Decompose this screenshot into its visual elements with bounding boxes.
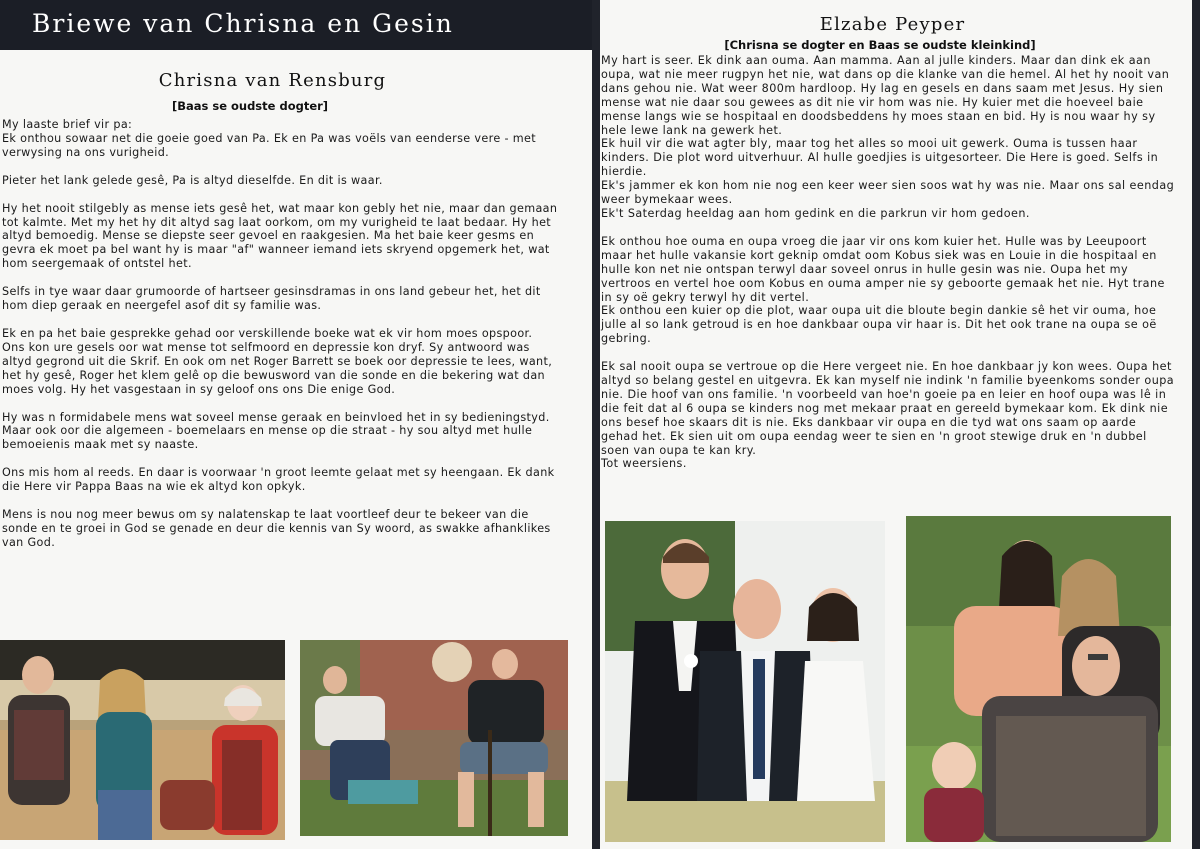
left-paragraph: Selfs in tye waar daar grumoorde of hartseer gesinsdramas in ons land gebeur het, het dit hom diep geraak en neergefel asof dit sy familie was. <box>2 285 541 313</box>
right-paragraph: Ek's jammer ek kon hom nie nog een keer weer sien soos wat hy was nie. Maar ons sal eendag weer bymekaar wees. <box>601 179 1175 207</box>
left-paragraph: Ons mis hom al reeds. En daar is voorwaar 'n groot leemte gelaat met sy heengaan. Ek dank die Here vir Pappa Baas na wie ek altyd kon opkyk. <box>2 466 555 494</box>
right-paragraph: Ek't Saterdag heeldag aan hom gedink en die parkrun vir hom gedoen. <box>601 206 1030 220</box>
left-paragraph: Mens is nou nog meer bewus om sy nalatenskap te laat voortleef deur te bekeer van die sonde en te groei in God se genade en deur die kennis van Sy woord, as swakke afhanklikes van God. <box>2 508 551 549</box>
left-paragraph: My laaste brief vir pa: <box>2 118 133 131</box>
page-edge <box>1192 0 1200 849</box>
family-couch-photo <box>0 640 285 840</box>
left-paragraph: Ek onthou sowaar net die goeie goed van Pa. Ek en Pa was voëls van eenderse vere - met verwysing na ons vurigheid. <box>2 131 536 159</box>
right-heading: Elzabe Peyper <box>819 14 966 35</box>
book-spine <box>592 0 600 849</box>
right-paragraph: Ek huil vir die wat agter bly, maar tog het alles so mooi uit gewerk. Ouma is tussen haar kinders. Die plot word uitverhuur. Al hulle goedjies is uitgesorteer. Die Here is goed. Selfs in hierdie. <box>601 137 1159 179</box>
right-paragraph: Ek sal nooit oupa se vertroue op die Here vergeet nie. En hoe dankbaar jy kon wees. Oupa het altyd so belang gestel en uitgevra. Ek kan myself nie indink 'n familie byeenkoms sonder oupa nie. Die hoof van ons familie. 'n voorbeeld van hoe'n goeie pa en leier en hoof oupa was lê in die feit dat al 6 oupa se kinders nog met mekaar praat en gereeld bymekaar kom. Ek dink nie ons besef hoe skaars dit is nie. Eks dankbaar vir oupa en die tyd wat ons saam op aarde gehad het. Ek sien uit om oupa eendag weer te sien en 'n groot stewige druk en 'n dubbel soen van oupa te kan kry. <box>601 360 1175 457</box>
left-subheading: [Baas se oudste dogter] <box>171 99 329 113</box>
right-page <box>600 0 1192 849</box>
right-subheading: [Chrisna se dogter en Baas se oudste kleinkind] <box>724 38 1036 52</box>
left-page <box>0 0 592 849</box>
family-outdoor-photo <box>906 516 1171 842</box>
left-paragraph: Ek en pa het baie gesprekke gehad oor verskillende boeke wat ek vir hom moes opspoor. Ons kon ure gesels oor wat mense tot selfmoord en depressie kon dryf. Sy antwoord was altyd gegrond uit die Skrif. En ook om net Roger Barrett se boek oor depressie te lees, want, het hy gesê, Roger het klem gelê op die bewusword van die sonde en die bekering wat dan moes volg. Hy het vasgestaan in sy geloof ons ons Die enige God. <box>2 326 553 396</box>
right-letter-body <box>601 54 1177 471</box>
right-paragraph: Ek onthou hoe ouma en oupa vroeg die jaar vir ons kom kuier het. Hulle was by Leeupoort maar het hulle vakansie kort geknip omdat oom Kobus siek was en Louie in die hospitaal en hulle kon net nie ontspan terwyl daar soveel onrus in hulle gesin was nie. Oupa het my vertroos en vertel hoe oom Kobus en ouma amper nie sy geboorte gemaak het nie. Hyt trane in sy oë gekry terwyl hy dit vertel. <box>601 234 1165 304</box>
left-paragraph: Hy het nooit stilgebly as mense iets gesê het, wat maar kon gebly het nie, maar dan gemaan tot kalmte. Met my het hy dit altyd sag laat oorkom, om my vurigheid te laat bedaar. Hy het altyd bemoedig. Mense se diepste seer gevoel en raakgesien. Ma het baie keer gesms en gevra ek moet pa bel want hy is maar "af" wanneer iemand iets skryend opgemerk het, wat hom seergemaak of ontstel het. <box>2 201 558 271</box>
right-paragraph: My hart is seer. Ek dink aan ouma. Aan mamma. Aan al julle kinders. Maar dan dink ek aan oupa, wat nie meer rugpyn het nie, wat dans op die klanke van die hemel. Al het hy nooit van dans gehou nie. Wat weer 800m hardloop. Hy lag en gesels en dans saam met Jesus. Hy sien mense wat nie daar sou gewees as dit nie vir hom was nie. Hy kuier met die hoeveel baie mense langs wie se hospitaal en doodsbeddens hy moes staan en bid. Hy is nou waar hy sy hele lewe lank na gewerk het. <box>601 54 1170 137</box>
left-letter-body <box>2 118 558 550</box>
banner-title: Briewe van Chrisna en Gesin <box>0 0 592 50</box>
right-paragraph: Tot weersiens. <box>601 457 687 471</box>
left-paragraph: Hy was n formidabele mens wat soveel mense geraak en beinvloed het in sy bedieningstyd. Maar ook oor die algemeen - boemelaars en mense op die straat - hy sou altyd met hulle bemoeienis maak met sy naaste. <box>2 410 550 452</box>
left-heading: Chrisna van Rensburg <box>158 70 387 91</box>
right-paragraph: Ek onthou een kuier op die plot, waar oupa uit die bloute begin dankie sê het vir ouma, hoe julle al so lank getroud is en hoe dankbaar oupa vir haar is. Dit het ook trane na oupa se oë gebring. <box>601 304 1157 346</box>
wedding-photo <box>605 521 885 842</box>
left-paragraph: Pieter het lank gelede gesê, Pa is altyd dieselfde. En dit is waar. <box>2 173 383 187</box>
garden-photo <box>300 640 568 836</box>
